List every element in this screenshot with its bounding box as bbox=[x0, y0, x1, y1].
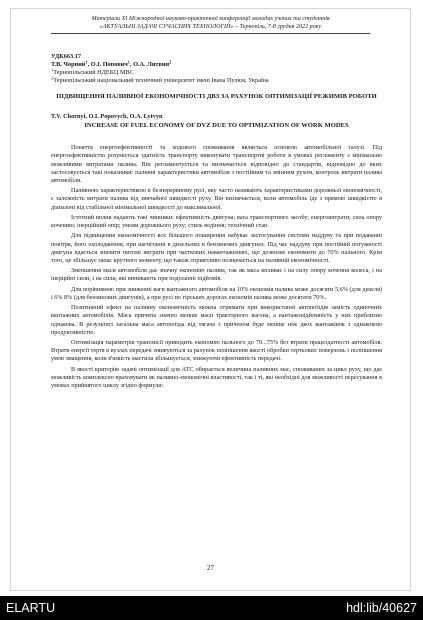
title-ukrainian: ПІДВИЩЕННЯ ПАЛИВНОЇ ЕКОНОМІЧНОСТІ ДВЗ ЗА РАХУНОК ОПТИМІЗАЦІЇ РЕЖИМІВ РОБОТИ bbox=[56, 93, 377, 101]
repository-footer-bar bbox=[0, 596, 423, 620]
article-content bbox=[51, 53, 382, 392]
affiliation-1-mark: 1 bbox=[51, 67, 54, 73]
affiliation-2-mark: 2 bbox=[51, 75, 54, 81]
author-3-affiliation-mark: 2 bbox=[169, 59, 172, 65]
body-paragraph: Істотний вплив надають такі чинники: ефективність двигуна; вага транспортного засобу; енерговитрати; сила опору кочению; інерційний опір; умови дорожнього руху; стиль водіння; технічний стан. bbox=[51, 213, 382, 230]
page-number: 27 bbox=[207, 564, 214, 572]
header-rule bbox=[51, 33, 370, 34]
paper-page bbox=[10, 8, 411, 591]
author-1: Т.В. Чорний bbox=[51, 61, 86, 69]
handle-identifier: hdl:lib/40627 bbox=[346, 601, 417, 615]
body-paragraph: Поняття енергоефективності та ходового споживання являється основою автомобільної галузі. Під енергоефективністю розуміється здатність транспорту виконувати транспортні роботи в умовах регламенту з мінімально можливими витратами палива. Він регламентується та визначається відповідно до стандартів, відповідно до яких застосовується такі показники: паливні характеристики автомобіля з постійним та змінним рухом, контроль витрати палива автомобіля. bbox=[51, 144, 382, 184]
authors-ukrainian bbox=[51, 61, 382, 69]
authors-english: T.V. Chornyi, O.I. Popovych, O.A. Lytvyn bbox=[51, 112, 163, 120]
body-paragraph: Оптимізація параметрів трансмісії приводить економію пального до 70...75% без втрати працездатності автомобіля. Втрати енергії тертя в вузлах передачі знижуються за рахунок поліпшення якості обробки тертьових поверхонь і поліпшення умов змащення, коли в'язкість мастила збільшується, знижуючи ефективність передачі. bbox=[51, 339, 382, 363]
repository-name: ELARTU bbox=[6, 601, 56, 615]
author-2: , О.І. Попович bbox=[87, 61, 128, 69]
affiliation-1-text: Тернопільський НДЕКЦ МВС bbox=[53, 69, 134, 77]
body-paragraph: Зменшення маси автомобіля дає значну економію палива, так як маса впливає і на силу опору кочення колеса, і на інерційні сили, і на сили, які виникають при подоланні підйомів. bbox=[51, 267, 382, 283]
conference-header-line1: Матеріали XI Міжнародної науково-практичної конференції молодих учених та студентів bbox=[91, 16, 330, 22]
article-body bbox=[51, 144, 382, 390]
title-english: INCREASE OF FUEL ECONOMY OF DVZ DUE TO OPTIMIZATION OF WORK MODES bbox=[84, 121, 349, 129]
body-paragraph: Для підвищення економічності все більшого поширення набуває застосування системи наддуву та при подаванні повітря, його охолодження, при нагнітанні в дизельних в бензинових двигунах. Під час наддуву при постійній потужності двигуна вдається знизити питомі витрати при часткових навантаженнях, що дозволяє економити до 70% пального. Крім того, це збільшує запас крутного моменту, що також сприятливо позначається на паливній економічності. bbox=[51, 232, 382, 264]
affiliation-2-text: Тернопільський національний технічний університет імені Івана Пулюя, Україна bbox=[53, 77, 269, 85]
conference-header bbox=[11, 15, 410, 31]
body-paragraph: В якості критерію задачі оптимізації для АТС обирається величина паливних мас, споживаних за цикл руху, що дає можливість комплексно враховувати як паливно-економічні властивості, так і ті, які необхідні для можливості пересування в умовах прийнятого циклу згідно формули: bbox=[51, 365, 382, 389]
body-paragraph: Позитивний ефект на паливну економічність можна отримати при використанні автопоїздів замість одиночних вантажних автомобілів. Маса причепа значно менше маси тракторного вагона, а вантажопідйомність у них приблизно однакова. В результаті загальна маса автопоїзда від тягача з причепом буде менше ніж двох вантажівок з однаковою продуктивністю. bbox=[51, 304, 382, 336]
author-1-affiliation-mark: 1 bbox=[85, 59, 88, 65]
body-paragraph: Для порівняння: при зниженні ваги вантажного автомобіля на 10% економія палива може досягати 5,6% (для дизеля) і 6% 8% (для бензинових двигунів), а при русі по гірських дорогах економія палива може досягати 70%. bbox=[51, 285, 382, 301]
author-2-affiliation-mark: 1 bbox=[127, 59, 130, 65]
affiliation-2 bbox=[51, 77, 382, 85]
author-3: , О.А. Литвин bbox=[129, 61, 170, 69]
conference-header-line2: «АКТУАЛЬНІ ЗАДАЧІ СУЧАСНИХ ТЕХНОЛОГІЙ» – Тернопіль, 7-8 грудня 2022 року bbox=[99, 24, 322, 30]
udk-code: УДК663.17 bbox=[51, 53, 81, 60]
body-paragraph: Паливною характеристикою в безперервному русі, яку часто називають характеристиками дорожньої економічності, є залежність витрати палива від звичайної швидкості руху. Він визначається, коли автомобіль їде з прямою швидкістю в діапазоні від стабільної мінімальної швидкості до максимальної. bbox=[51, 187, 382, 211]
